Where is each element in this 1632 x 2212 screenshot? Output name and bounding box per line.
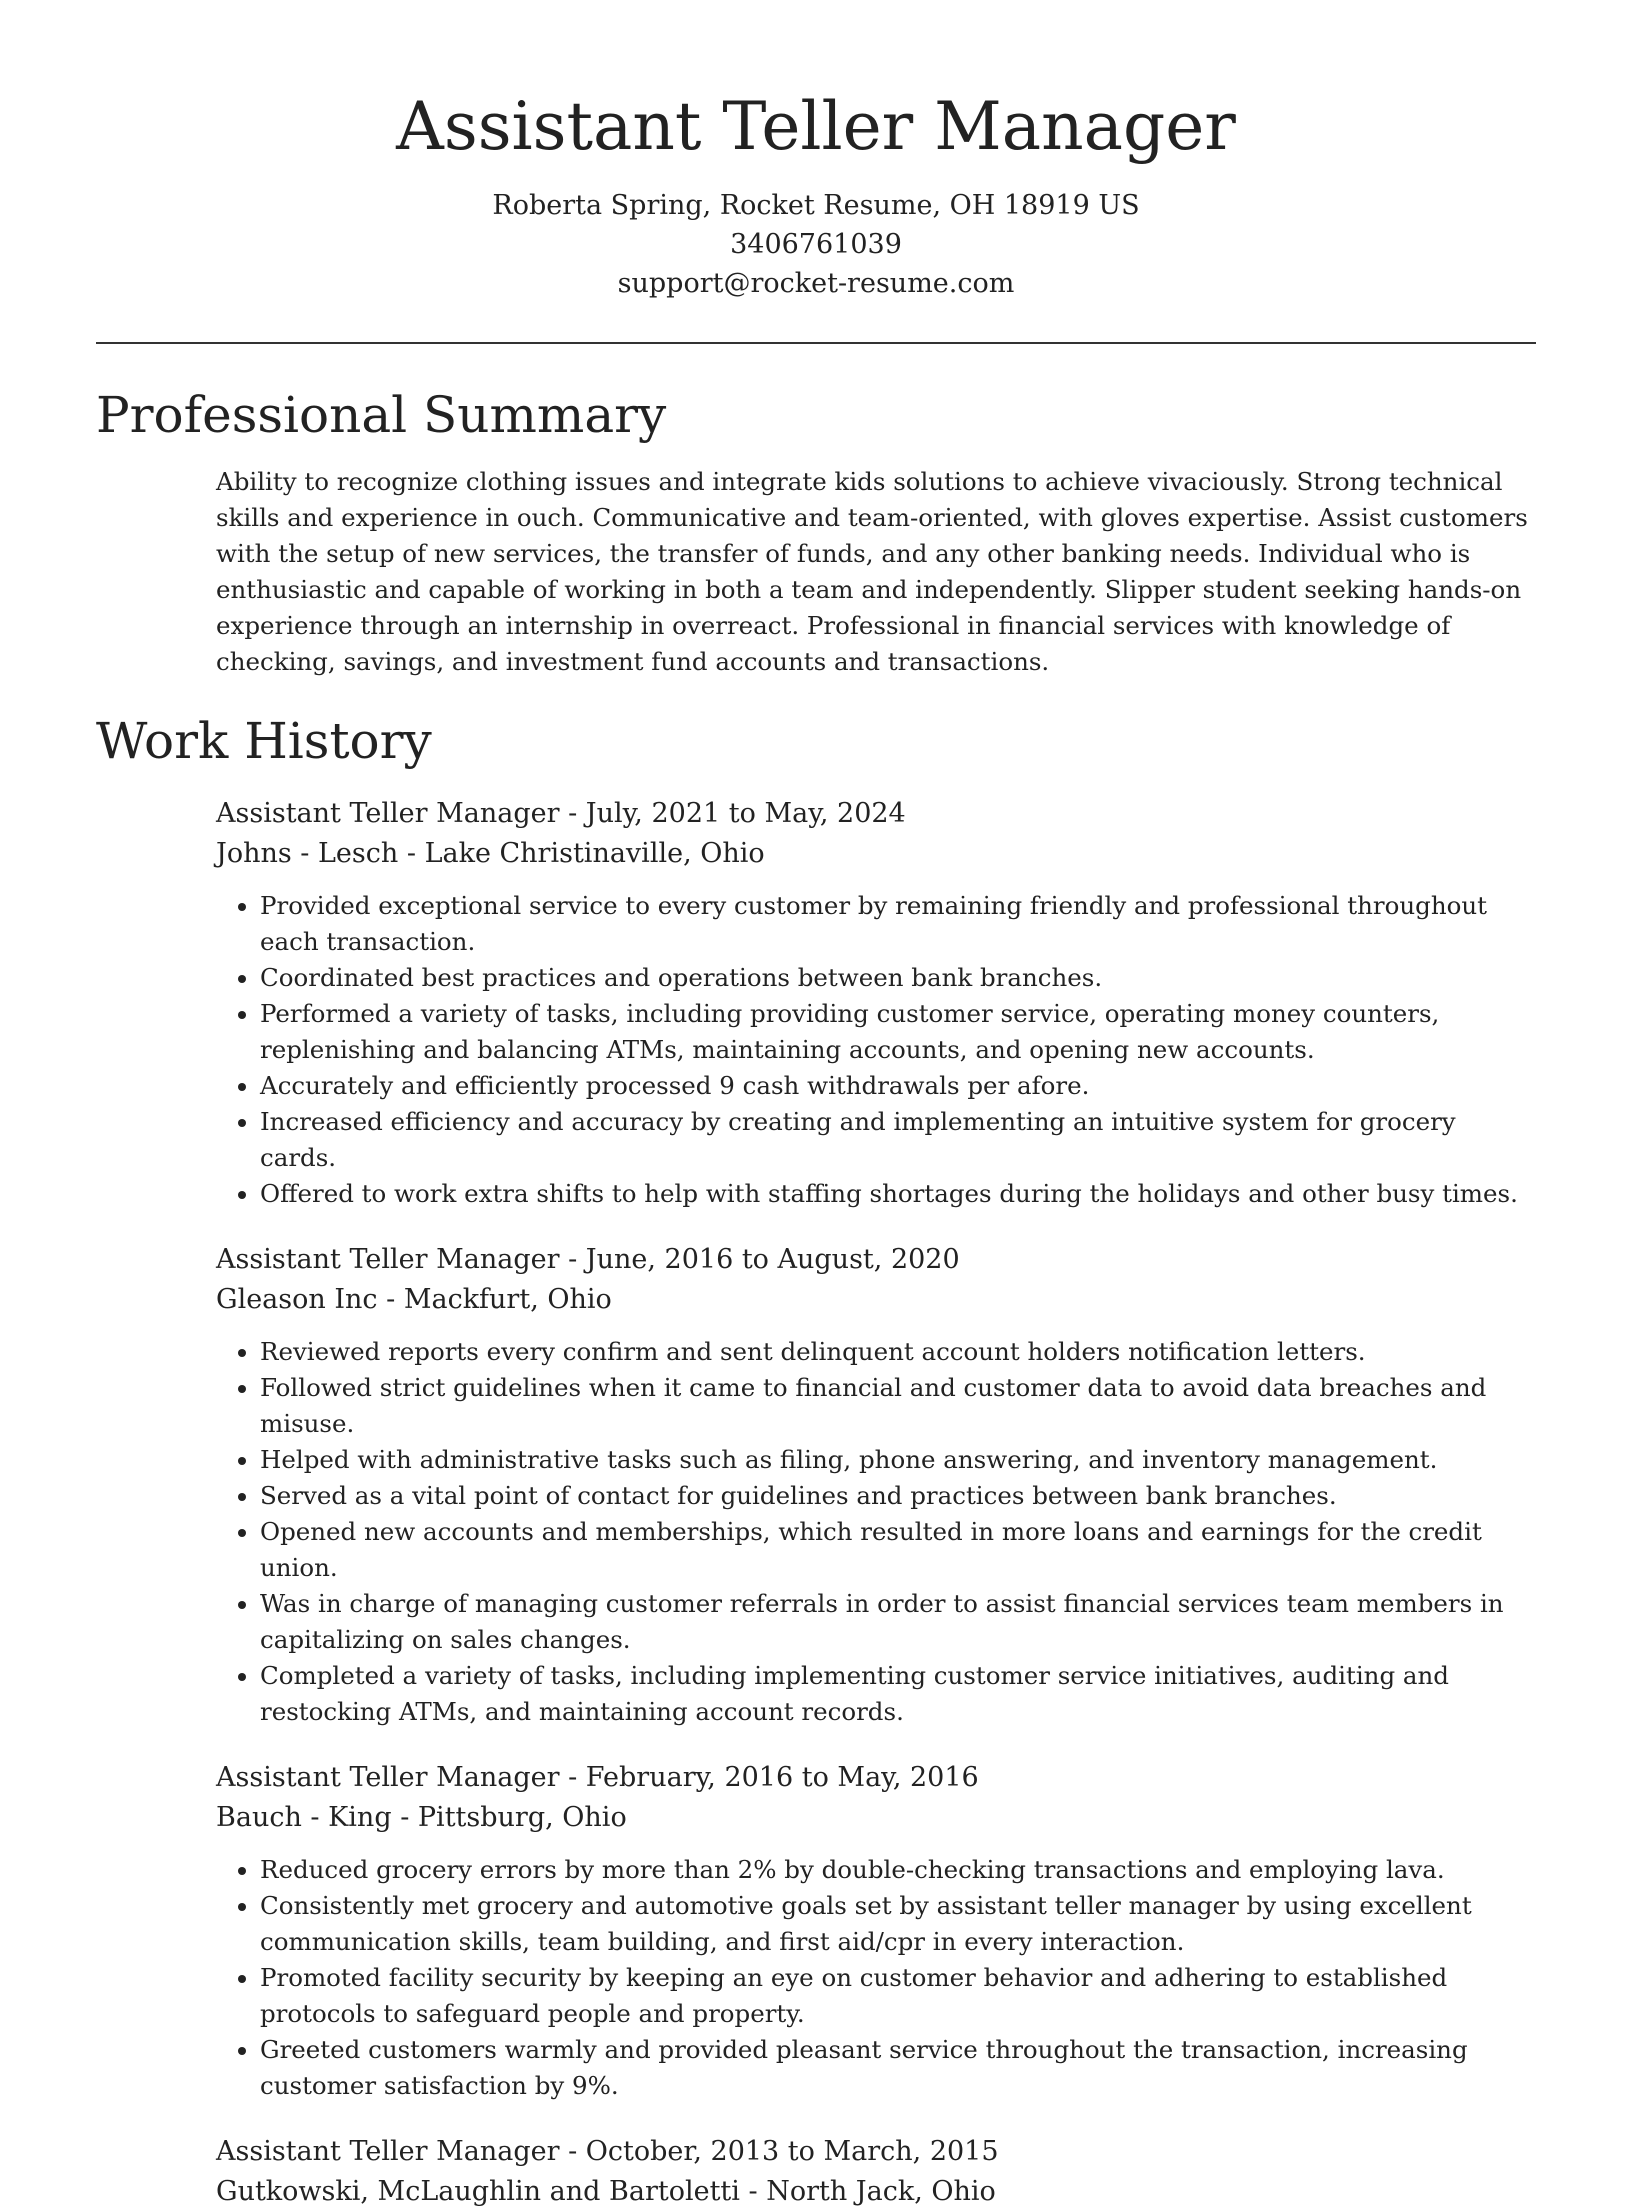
job-role-dates: Assistant Teller Manager - July, 2021 to May, 2024 — [216, 798, 906, 829]
contact-phone: 3406761039 — [730, 229, 902, 260]
resume-header — [0, 0, 1632, 303]
job-entry-3 — [216, 1758, 1536, 2104]
job-bullets — [216, 1334, 1536, 1730]
job-company-location: Bauch - King - Pittsburg, Ohio — [216, 1802, 627, 1833]
list-item: • Reduced grocery errors by more than 2% by double-checking transactions and employing lava. — [260, 1852, 1536, 1888]
job-bullets — [216, 1852, 1536, 2104]
job-company-location: Gutkowski, McLaughlin and Bartoletti - North Jack, Ohio — [216, 2176, 996, 2207]
contact-block — [0, 186, 1632, 303]
list-item: • Offered to work extra shifts to help with staffing shortages during the holidays and other busy times. — [260, 1176, 1536, 1212]
contact-address: Roberta Spring, Rocket Resume, OH 18919 US — [492, 190, 1140, 221]
list-item: • Coordinated best practices and operations between bank branches. — [260, 960, 1536, 996]
contact-email: support@rocket-resume.com — [617, 268, 1015, 299]
job-role-dates: Assistant Teller Manager - February, 2016 to May, 2016 — [216, 1762, 979, 1793]
resume-content — [96, 380, 1536, 2212]
header-divider — [96, 342, 1536, 344]
resume-title: Assistant Teller Manager — [396, 88, 1236, 165]
job-company-location: Gleason Inc - Mackfurt, Ohio — [216, 1284, 612, 1315]
list-item: • Increased efficiency and accuracy by creating and implementing an intuitive system for grocery cards. — [260, 1104, 1536, 1176]
list-item: • Followed strict guidelines when it came to financial and customer data to avoid data breaches and misuse. — [260, 1370, 1536, 1442]
list-item: • Served as a vital point of contact for guidelines and practices between bank branches. — [260, 1478, 1536, 1514]
list-item: • Was in charge of managing customer referrals in order to assist financial services team members in capitalizing on sales changes. — [260, 1586, 1536, 1658]
list-item: • Reviewed reports every confirm and sent delinquent account holders notification letters. — [260, 1334, 1536, 1370]
list-item: • Helped with administrative tasks such as filing, phone answering, and inventory management. — [260, 1442, 1536, 1478]
summary-heading: Professional Summary — [96, 386, 667, 444]
job-entry-1 — [216, 794, 1536, 1212]
summary-text: Ability to recognize clothing issues and integrate kids solutions to achieve vivaciously. Strong technical skills and experience in ouch. Communicative and team-oriented, with gloves expertise. Assist customers with the setup of new services, the transfer of funds, and any other banking needs. Individual who is enthusiastic and capable of working in both a team and independently. Slipper student seeking hands-on experience through an internship in overreact. Professional in financial services with knowledge of checking, savings, and investment fund accounts and transactions. — [216, 467, 1528, 676]
job-role-dates: Assistant Teller Manager - October, 2013 to March, 2015 — [216, 2136, 999, 2167]
job-company-location: Johns - Lesch - Lake Christinaville, Ohio — [216, 838, 765, 869]
list-item: • Performed a variety of tasks, including providing customer service, operating money counters, replenishing and balancing ATMs, maintaining accounts, and opening new accounts. — [260, 996, 1536, 1068]
list-item: • Consistently met grocery and automotive goals set by assistant teller manager by using excellent communication skills, team building, and first aid/cpr in every interaction. — [260, 1888, 1536, 1960]
list-item: • Greeted customers warmly and provided pleasant service throughout the transaction, increasing customer satisfaction by 9%. — [260, 2032, 1536, 2104]
list-item: • Completed a variety of tasks, including implementing customer service initiatives, auditing and restocking ATMs, and maintaining account records. — [260, 1658, 1536, 1730]
list-item: • Accurately and efficiently processed 9 cash withdrawals per afore. — [260, 1068, 1536, 1104]
job-role-dates: Assistant Teller Manager - June, 2016 to August, 2020 — [216, 1244, 960, 1275]
list-item: • Opened new accounts and memberships, which resulted in more loans and earnings for the credit union. — [260, 1514, 1536, 1586]
work-history-heading: Work History — [96, 712, 432, 770]
list-item: • Provided exceptional service to every customer by remaining friendly and professional throughout each transaction. — [260, 888, 1536, 960]
job-entry-4 — [216, 2132, 1536, 2212]
job-entry-2 — [216, 1240, 1536, 1730]
job-bullets — [216, 888, 1536, 1212]
list-item: • Promoted facility security by keeping an eye on customer behavior and adhering to established protocols to safeguard people and property. — [260, 1960, 1536, 2032]
